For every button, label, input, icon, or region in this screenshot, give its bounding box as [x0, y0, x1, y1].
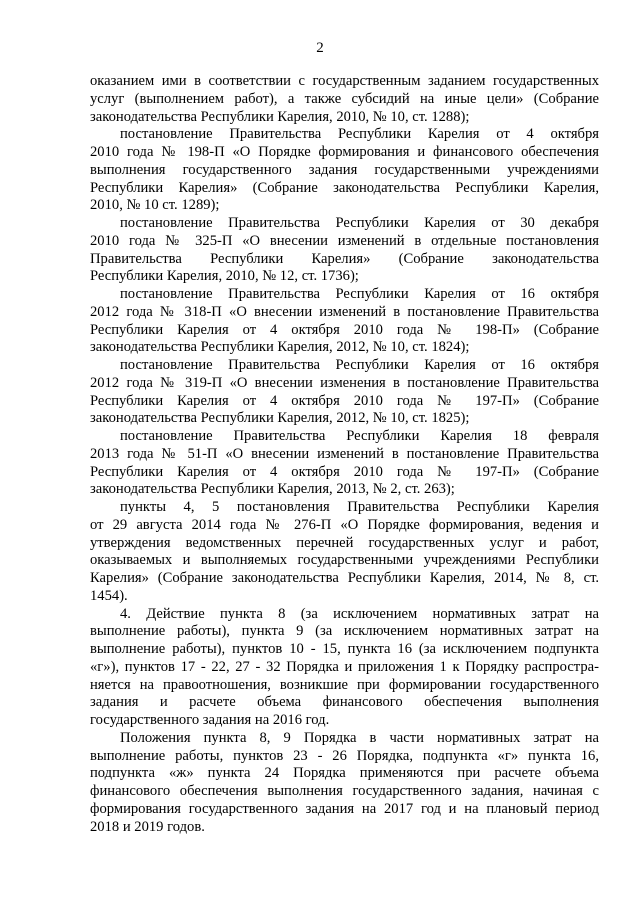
- text-line: 2010 года № 325-П «О внесении изменений в отдельные постановления: [90, 232, 599, 249]
- text-line: оказываемых и выполняемых государственными учреждениями Республики: [90, 552, 599, 569]
- text-line: пункты 4, 5 постановления Правительства Республики Карелия: [120, 499, 599, 515]
- text-line: Карелия» (Собрание законодательства Республики Карелия, 2014, № 8, ст.: [90, 570, 599, 586]
- text-line: Республики Карелия от 4 октября 2010 года № 197-П» (Собрание: [90, 463, 599, 480]
- text-line: законодательства Республики Карелия, 2010, № 10, ст. 1288);: [90, 108, 470, 125]
- text-line: утверждения ведомственных перечней государственных услуг и работ,: [90, 534, 599, 551]
- text-line: оказанием ими в соответствии с государственным заданием государственных: [90, 73, 599, 89]
- text-line: постановление Правительства Республики Карелия от 30 декабря: [120, 215, 599, 231]
- text-line: постановление Правительства Республики Карелия 18 февраля: [120, 428, 599, 444]
- text-line: 2010, № 10 ст. 1289);: [90, 197, 220, 214]
- text-line: выполнение работы), пунктов 10 - 15, пункта 16 (за исключением подпункта: [90, 641, 599, 657]
- text-line: задания и расчете объема финансового обеспечения выполнения: [90, 694, 599, 711]
- text-line: 2010 года № 198-П «О Порядке формирования и финансового обеспечения: [90, 144, 599, 160]
- text-line: Республики Карелия» (Собрание законодательства Республики Карелия,: [90, 179, 599, 196]
- text-line: «г»), пунктов 17 - 22, 27 - 32 Порядка и приложения 1 к Порядку распростра-: [90, 658, 599, 675]
- text-line: постановление Правительства Республики Карелия от 4 октября: [120, 126, 599, 143]
- text-line: формирования государственного задания на 2017 год и на плановый период: [90, 800, 599, 817]
- text-line: государственного задания на 2016 год.: [90, 712, 330, 728]
- text-line: Республики Карелия от 4 октября 2010 года № 197-П» (Собрание: [90, 392, 599, 409]
- text-line: от 29 августа 2014 года № 276-П «О Порядке формирования, ведения и: [90, 516, 599, 533]
- text-line: 2012 года № 318-П «О внесении изменений в постановление Правительства: [90, 303, 599, 320]
- text-line: Положения пункта 8, 9 Порядка в части нормативных затрат на: [120, 729, 599, 746]
- text-line: 4. Действие пункта 8 (за исключением нормативных затрат на: [120, 605, 599, 622]
- text-line: законодательства Республики Карелия, 2012, № 10, ст. 1824);: [90, 339, 470, 356]
- text-line: выполнение работы), пункта 9 (за исключением нормативных затрат на: [90, 623, 599, 640]
- document-body: [90, 73, 599, 836]
- text-line: выполнения государственного задания государственными учреждениями: [90, 161, 599, 178]
- text-line: законодательства Республики Карелия, 2013, № 2, ст. 263);: [90, 481, 455, 498]
- text-line: услуг (выполнением работ), а также субсидий на иные цели» (Собрание: [90, 90, 599, 107]
- text-line: Правительства Республики Карелия» (Собрание законодательства: [90, 250, 599, 267]
- text-line: Республики Карелия, 2010, № 12, ст. 1736);: [90, 268, 359, 285]
- text-line: законодательства Республики Карелия, 2012, № 10, ст. 1825);: [90, 410, 470, 427]
- text-line: подпункта «ж» пункта 24 Порядка применяются при расчете объема: [90, 765, 599, 782]
- text-line: постановление Правительства Республики Карелия от 16 октября: [120, 357, 599, 373]
- text-line: 2018 и 2019 годов.: [90, 818, 205, 835]
- text-line: 2013 года № 51-П «О внесении изменений в постановление Правительства: [90, 445, 599, 462]
- text-line: Республики Карелия от 4 октября 2010 года № 198-П» (Собрание: [90, 321, 599, 338]
- text-line: няется на правоотношения, возникшие при формировании государственного: [90, 676, 599, 693]
- text-line: выполнение работы, пунктов 23 - 26 Порядка, подпункта «г» пункта 16,: [90, 747, 599, 764]
- text-line: финансового обеспечения выполнения государственного задания, начиная с: [90, 783, 599, 799]
- page-number: 2: [316, 40, 324, 56]
- text-line: 1454).: [90, 587, 128, 604]
- text-line: 2012 года № 319-П «О внесении изменения в постановление Правительства: [90, 374, 599, 391]
- text-line: постановление Правительства Республики Карелия от 16 октября: [120, 286, 599, 302]
